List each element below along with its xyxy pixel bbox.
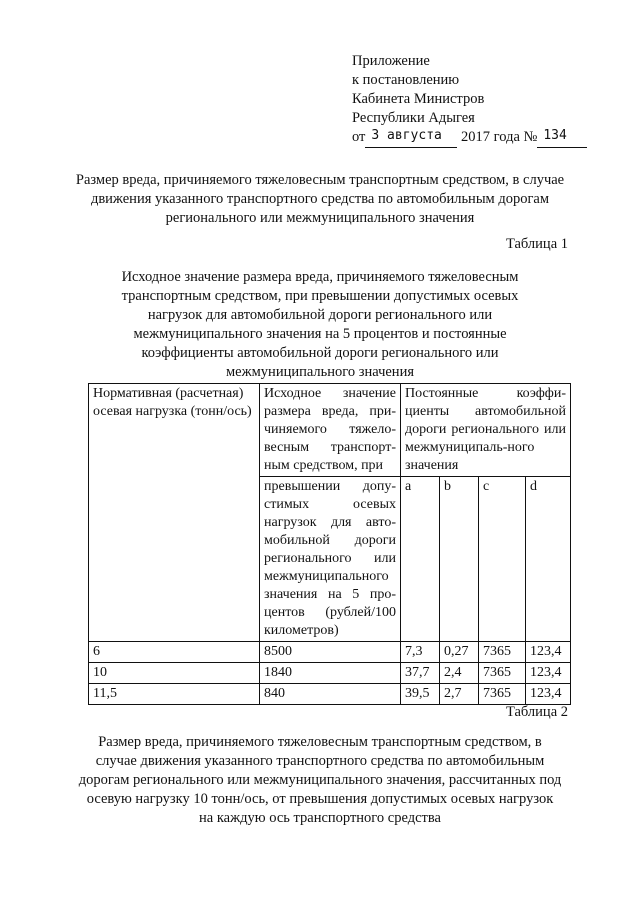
cell-load: 11,5 (89, 684, 260, 705)
header-d: d (526, 477, 571, 642)
cell-c: 7365 (479, 642, 526, 663)
cell-a: 39,5 (401, 684, 440, 705)
table-row (89, 684, 571, 705)
cell-value: 840 (260, 684, 401, 705)
appendix-line: Кабинета Министров (352, 91, 485, 107)
table-row (89, 663, 571, 684)
cell-value: 1840 (260, 663, 401, 684)
cell-d: 123,4 (526, 663, 571, 684)
cell-b: 2,4 (440, 663, 479, 684)
header-coefficients: Постоянные коэффи-циенты автомобильной дороги регионального или межмуниципаль-ного значения (401, 384, 571, 477)
header-c: c (479, 477, 526, 642)
cell-b: 2,7 (440, 684, 479, 705)
header-a: a (401, 477, 440, 642)
cell-a: 7,3 (401, 642, 440, 663)
year-text: 2017 года № (461, 129, 538, 145)
number-blank (537, 128, 587, 148)
cell-a: 37,7 (401, 663, 440, 684)
cell-c: 7365 (479, 684, 526, 705)
handwritten-number: 134 (543, 128, 567, 143)
header-b: b (440, 477, 479, 642)
table2-label: Таблица 2 (505, 704, 568, 720)
cell-d: 123,4 (526, 684, 571, 705)
cell-load: 6 (89, 642, 260, 663)
appendix-block (352, 52, 587, 147)
cell-b: 0,27 (440, 642, 479, 663)
table1-caption: Исходное значение размера вреда, причиняемого тяжеловесным транспортным средством, при превышении допустимых осевых нагрузок для автомобильной дороги регионального или межмуниципального значения на 5 процентов и постоянные коэффициенты автомобильной дороги регионального или межмуниципального значения (121, 269, 519, 380)
document-title: Размер вреда, причиняемого тяжеловесным транспортным средством, в случае движения указанного транспортного средства по автомобильным дорогам регионального или межмуниципального значения (75, 172, 565, 226)
cell-load: 10 (89, 663, 260, 684)
cell-c: 7365 (479, 663, 526, 684)
table2-caption: Размер вреда, причиняемого тяжеловесным транспортным средством, в случае движения указанного транспортного средства по автомобильным дорогам регионального или межмуниципального значения, рассчитанных под осевую нагрузку 10 тонн/ось, от превышения допустимых осевых нагрузок на каждую ось транспортного средства (78, 734, 562, 826)
appendix-line: Приложение (352, 53, 430, 69)
header-load: Нормативная (расчетная) осевая нагрузка (тонн/ось) (89, 384, 260, 642)
cell-value: 8500 (260, 642, 401, 663)
appendix-line: к постановлению (352, 72, 460, 88)
damage-table (88, 383, 571, 705)
appendix-date-line (352, 128, 587, 147)
appendix-line: Республики Адыгея (352, 110, 475, 126)
header-value-bottom: превышении допу-стимых осевых нагрузок для авто-мобильной дороги регионального или межмуниципального значения на 5 про-центов (рублей/100 километров) (260, 477, 401, 642)
header-value-top: Исходное значение размера вреда, при-чиняемого тяжело-весным транспорт-ным средством, при (260, 384, 401, 477)
date-blank (365, 128, 457, 148)
header-row (89, 384, 571, 477)
date-prefix: от (352, 129, 366, 145)
cell-d: 123,4 (526, 642, 571, 663)
handwritten-date: 3 августа (371, 128, 442, 143)
table1-label: Таблица 1 (505, 236, 568, 252)
table-row (89, 642, 571, 663)
